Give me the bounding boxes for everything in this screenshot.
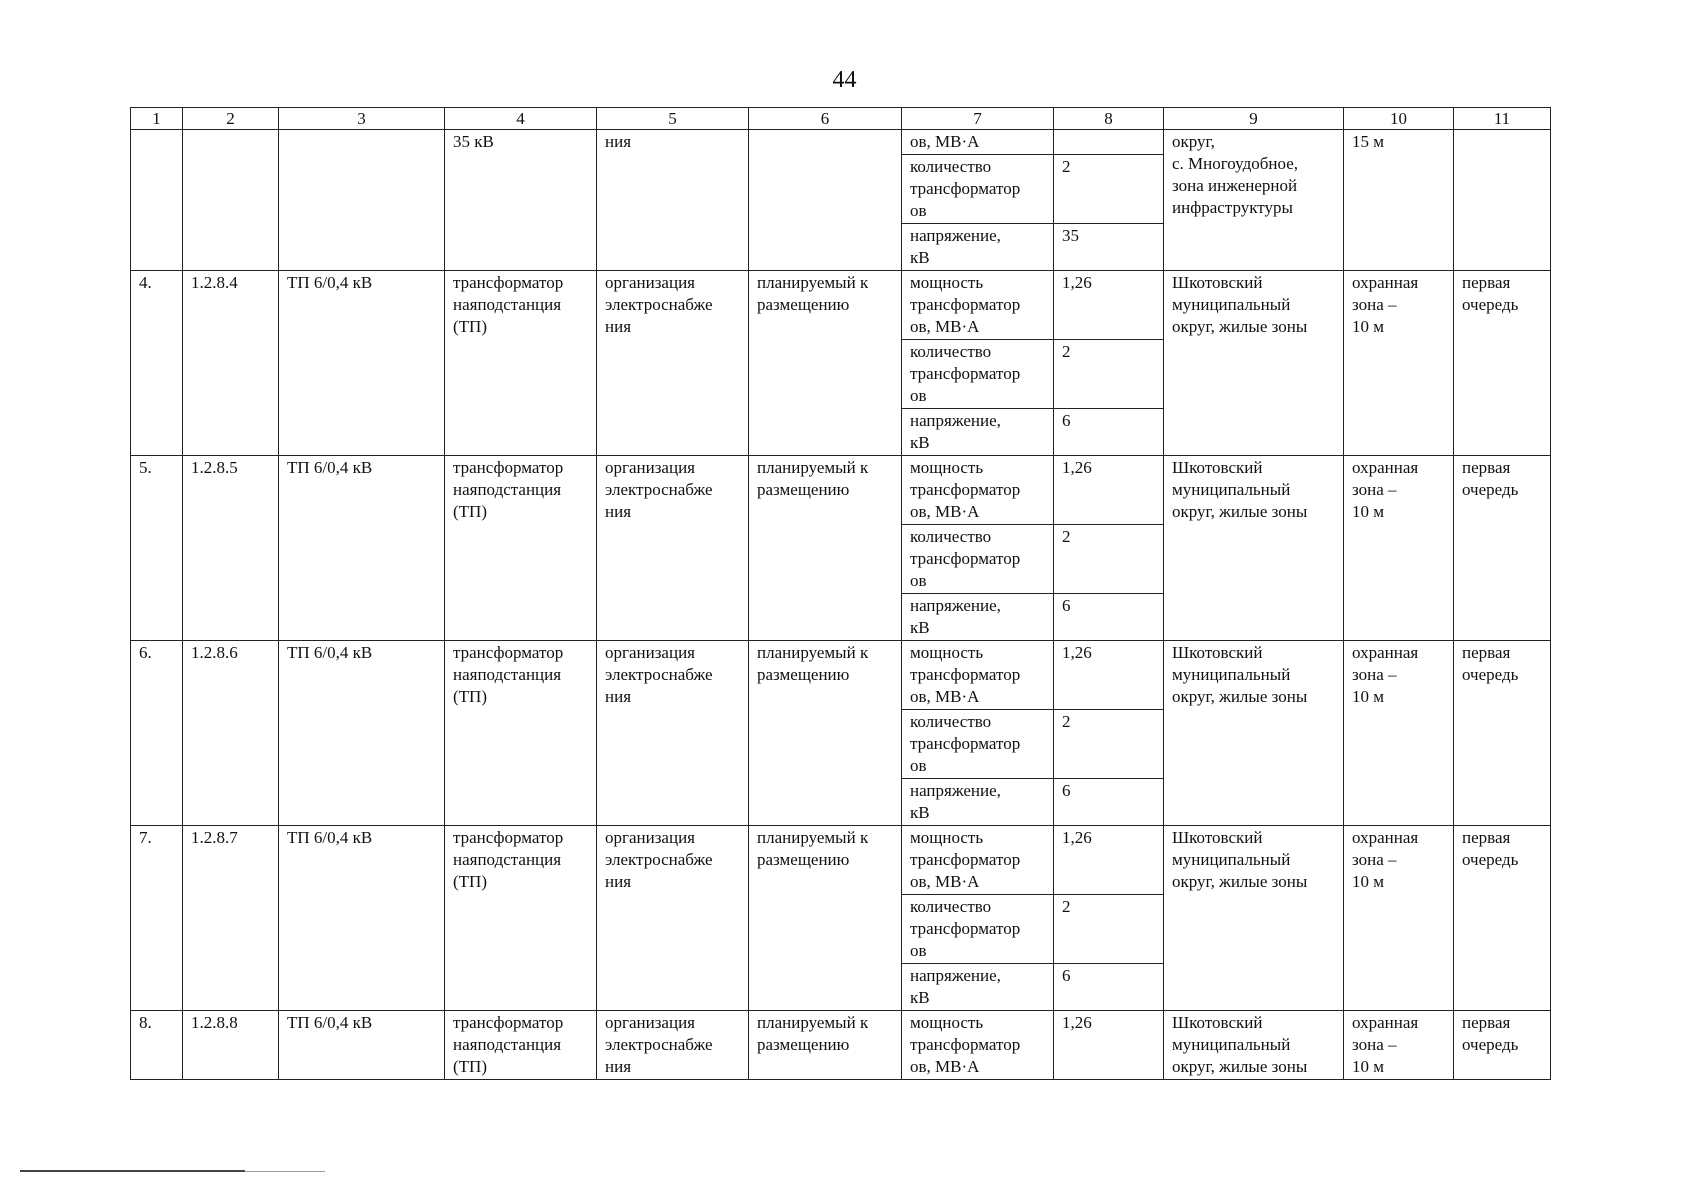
cell-location: Шкотовский муниципальный округ, жилые зоны bbox=[1164, 826, 1344, 1011]
header-col-1: 1 bbox=[131, 108, 183, 130]
cell-name: ТП 6/0,4 кВ bbox=[279, 641, 445, 826]
cell-location: Шкотовский муниципальный округ, жилые зоны bbox=[1164, 1011, 1344, 1080]
cell-status: планируемый к размещению bbox=[749, 456, 902, 641]
cell-status: планируемый к размещению bbox=[749, 641, 902, 826]
cell-param-value: 2 bbox=[1054, 895, 1164, 964]
cell-param-name: мощность трансформатор ов, МВ·А bbox=[902, 826, 1054, 895]
cell-param-value: 6 bbox=[1054, 409, 1164, 456]
cell-param-name: напряжение, кВ bbox=[902, 224, 1054, 271]
cell-code: 1.2.8.5 bbox=[183, 456, 279, 641]
cell-num: 4. bbox=[131, 271, 183, 456]
cell-param-value: 2 bbox=[1054, 340, 1164, 409]
cell-stage: первая очередь bbox=[1454, 456, 1551, 641]
cell-type: трансформатор наяподстанция (ТП) bbox=[445, 456, 597, 641]
header-col-11: 11 bbox=[1454, 108, 1551, 130]
header-col-6: 6 bbox=[749, 108, 902, 130]
cell-purpose: организация электроснабже ния bbox=[597, 271, 749, 456]
cell-num bbox=[131, 130, 183, 271]
cell-status: планируемый к размещению bbox=[749, 826, 902, 1011]
cell-param-name: напряжение, кВ bbox=[902, 779, 1054, 826]
cell-location: Шкотовский муниципальный округ, жилые зоны bbox=[1164, 456, 1344, 641]
cell-param-name: ов, МВ·А bbox=[902, 130, 1054, 155]
planning-table bbox=[130, 107, 1551, 1080]
header-col-9: 9 bbox=[1164, 108, 1344, 130]
cell-type: трансформатор наяподстанция (ТП) bbox=[445, 1011, 597, 1080]
header-col-8: 8 bbox=[1054, 108, 1164, 130]
cell-stage: первая очередь bbox=[1454, 641, 1551, 826]
cell-location: Шкотовский муниципальный округ, жилые зоны bbox=[1164, 641, 1344, 826]
cell-num: 6. bbox=[131, 641, 183, 826]
header-col-4: 4 bbox=[445, 108, 597, 130]
cell-param-value: 1,26 bbox=[1054, 271, 1164, 340]
cell-param-value: 6 bbox=[1054, 594, 1164, 641]
cell-purpose: организация электроснабже ния bbox=[597, 826, 749, 1011]
footer-rule bbox=[20, 1170, 245, 1172]
cell-stage: первая очередь bbox=[1454, 826, 1551, 1011]
cell-param-name: количество трансформатор ов bbox=[902, 340, 1054, 409]
cell-zone: 15 м bbox=[1344, 130, 1454, 271]
cell-param-name: напряжение, кВ bbox=[902, 964, 1054, 1011]
cell-param-value: 2 bbox=[1054, 525, 1164, 594]
footer-rule-faint bbox=[245, 1171, 325, 1172]
cell-param-name: мощность трансформатор ов, МВ·А bbox=[902, 271, 1054, 340]
cell-type: трансформатор наяподстанция (ТП) bbox=[445, 641, 597, 826]
cell-param-value: 1,26 bbox=[1054, 456, 1164, 525]
cell-code: 1.2.8.7 bbox=[183, 826, 279, 1011]
cell-type: трансформатор наяподстанция (ТП) bbox=[445, 826, 597, 1011]
header-col-2: 2 bbox=[183, 108, 279, 130]
cell-name: ТП 6/0,4 кВ bbox=[279, 1011, 445, 1080]
cell-param-value bbox=[1054, 130, 1164, 155]
cell-name: ТП 6/0,4 кВ bbox=[279, 271, 445, 456]
cell-code: 1.2.8.6 bbox=[183, 641, 279, 826]
table-row bbox=[131, 641, 1551, 710]
cell-status: планируемый к размещению bbox=[749, 271, 902, 456]
table-row bbox=[131, 271, 1551, 340]
table-row bbox=[131, 1011, 1551, 1080]
cell-type: трансформатор наяподстанция (ТП) bbox=[445, 271, 597, 456]
cell-status: планируемый к размещению bbox=[749, 1011, 902, 1080]
cell-param-value: 35 bbox=[1054, 224, 1164, 271]
continuation-row bbox=[131, 130, 1551, 155]
cell-name bbox=[279, 130, 445, 271]
cell-code: 1.2.8.8 bbox=[183, 1011, 279, 1080]
cell-code bbox=[183, 130, 279, 271]
cell-param-name: мощность трансформатор ов, МВ·А bbox=[902, 456, 1054, 525]
cell-type: 35 кВ bbox=[445, 130, 597, 271]
cell-location: Шкотовский муниципальный округ, жилые зоны bbox=[1164, 271, 1344, 456]
cell-purpose: организация электроснабже ния bbox=[597, 641, 749, 826]
cell-param-value: 1,26 bbox=[1054, 826, 1164, 895]
cell-location: округ, с. Многоудобное, зона инженерной инфраструктуры bbox=[1164, 130, 1344, 271]
cell-param-name: мощность трансформатор ов, МВ·А bbox=[902, 641, 1054, 710]
table-row bbox=[131, 826, 1551, 895]
cell-stage: первая очередь bbox=[1454, 271, 1551, 456]
cell-stage bbox=[1454, 130, 1551, 271]
cell-zone: охранная зона – 10 м bbox=[1344, 641, 1454, 826]
cell-param-name: количество трансформатор ов bbox=[902, 155, 1054, 224]
cell-code: 1.2.8.4 bbox=[183, 271, 279, 456]
cell-purpose: ния bbox=[597, 130, 749, 271]
header-col-5: 5 bbox=[597, 108, 749, 130]
cell-zone: охранная зона – 10 м bbox=[1344, 271, 1454, 456]
header-col-10: 10 bbox=[1344, 108, 1454, 130]
table-row bbox=[131, 456, 1551, 525]
cell-param-value: 1,26 bbox=[1054, 641, 1164, 710]
cell-status bbox=[749, 130, 902, 271]
cell-num: 8. bbox=[131, 1011, 183, 1080]
cell-purpose: организация электроснабже ния bbox=[597, 456, 749, 641]
cell-param-value: 6 bbox=[1054, 964, 1164, 1011]
header-col-3: 3 bbox=[279, 108, 445, 130]
header-col-7: 7 bbox=[902, 108, 1054, 130]
cell-param-name: напряжение, кВ bbox=[902, 594, 1054, 641]
cell-zone: охранная зона – 10 м bbox=[1344, 826, 1454, 1011]
cell-param-value: 6 bbox=[1054, 779, 1164, 826]
header-row bbox=[131, 108, 1551, 130]
cell-param-name: мощность трансформатор ов, МВ·А bbox=[902, 1011, 1054, 1080]
cell-param-name: напряжение, кВ bbox=[902, 409, 1054, 456]
cell-param-name: количество трансформатор ов bbox=[902, 895, 1054, 964]
page-number: 44 bbox=[832, 67, 857, 93]
cell-purpose: организация электроснабже ния bbox=[597, 1011, 749, 1080]
cell-param-value: 2 bbox=[1054, 155, 1164, 224]
cell-param-value: 2 bbox=[1054, 710, 1164, 779]
cell-param-name: количество трансформатор ов bbox=[902, 710, 1054, 779]
cell-stage: первая очередь bbox=[1454, 1011, 1551, 1080]
cell-num: 5. bbox=[131, 456, 183, 641]
cell-param-name: количество трансформатор ов bbox=[902, 525, 1054, 594]
cell-zone: охранная зона – 10 м bbox=[1344, 456, 1454, 641]
cell-param-value: 1,26 bbox=[1054, 1011, 1164, 1080]
cell-name: ТП 6/0,4 кВ bbox=[279, 826, 445, 1011]
cell-zone: охранная зона – 10 м bbox=[1344, 1011, 1454, 1080]
cell-name: ТП 6/0,4 кВ bbox=[279, 456, 445, 641]
cell-num: 7. bbox=[131, 826, 183, 1011]
